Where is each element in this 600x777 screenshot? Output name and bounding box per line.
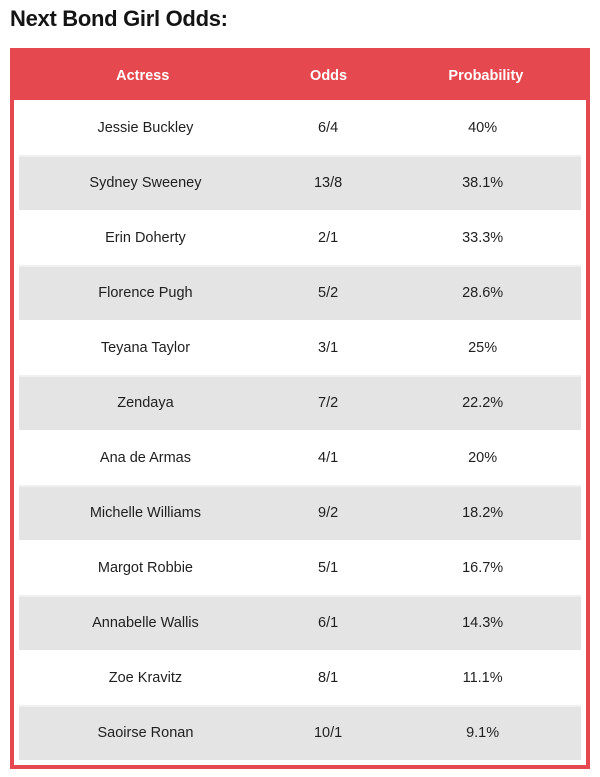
table-row <box>19 320 581 375</box>
table-body <box>14 100 586 765</box>
probability-cell: 9.1% <box>466 724 500 741</box>
table-row <box>19 265 581 320</box>
odds-cell: 6/1 <box>318 614 339 631</box>
odds-cell: 4/1 <box>318 449 339 466</box>
odds-cell: 6/4 <box>318 119 339 136</box>
probability-cell: 14.3% <box>462 614 504 631</box>
table-row <box>19 375 581 430</box>
column-header-probability: Probability <box>448 68 524 84</box>
probability-cell: 16.7% <box>462 559 504 576</box>
table-row <box>19 650 581 705</box>
table-row <box>19 210 581 265</box>
probability-cell: 18.2% <box>462 504 504 521</box>
actress-cell: Zoe Kravitz <box>108 669 183 686</box>
probability-cell: 11.1% <box>462 669 503 686</box>
actress-cell: Michelle Williams <box>89 504 202 521</box>
odds-cell: 5/2 <box>318 284 339 301</box>
actress-cell: Saoirse Ronan <box>97 724 194 741</box>
actress-cell: Jessie Buckley <box>97 119 194 136</box>
table-row <box>19 705 581 760</box>
odds-cell: 2/1 <box>318 229 339 246</box>
probability-cell: 28.6% <box>462 284 504 301</box>
table-row <box>19 540 581 595</box>
table-row <box>19 485 581 540</box>
actress-cell: Annabelle Wallis <box>92 614 199 631</box>
actress-cell: Margot Robbie <box>97 559 193 576</box>
table-header-row <box>14 52 586 100</box>
probability-cell: 38.1% <box>462 174 504 191</box>
odds-cell: 10/1 <box>313 724 343 741</box>
page-title: Next Bond Girl Odds: <box>10 6 228 31</box>
odds-cell: 8/1 <box>318 669 339 686</box>
probability-cell: 22.2% <box>462 394 504 411</box>
probability-cell: 20% <box>468 449 498 466</box>
table-row <box>19 430 581 485</box>
actress-cell: Teyana Taylor <box>100 339 191 356</box>
actress-cell: Florence Pugh <box>98 284 193 301</box>
column-header-actress: Actress <box>116 68 170 84</box>
actress-cell: Erin Doherty <box>105 229 186 246</box>
odds-cell: 3/1 <box>318 339 339 356</box>
actress-cell: Sydney Sweeney <box>89 174 202 191</box>
odds-cell: 13/8 <box>313 174 343 191</box>
odds-table <box>10 48 590 769</box>
actress-cell: Ana de Armas <box>99 449 191 466</box>
odds-cell: 9/2 <box>318 504 339 521</box>
probability-cell: 33.3% <box>462 229 504 246</box>
actress-cell: Zendaya <box>117 394 174 411</box>
column-header-odds: Odds <box>310 68 348 84</box>
table-row <box>19 100 581 155</box>
probability-cell: 40% <box>468 119 498 136</box>
table-row <box>19 595 581 650</box>
odds-cell: 7/2 <box>318 394 339 411</box>
probability-cell: 25% <box>468 339 498 356</box>
odds-cell: 5/1 <box>318 559 339 576</box>
table-row <box>19 155 581 210</box>
